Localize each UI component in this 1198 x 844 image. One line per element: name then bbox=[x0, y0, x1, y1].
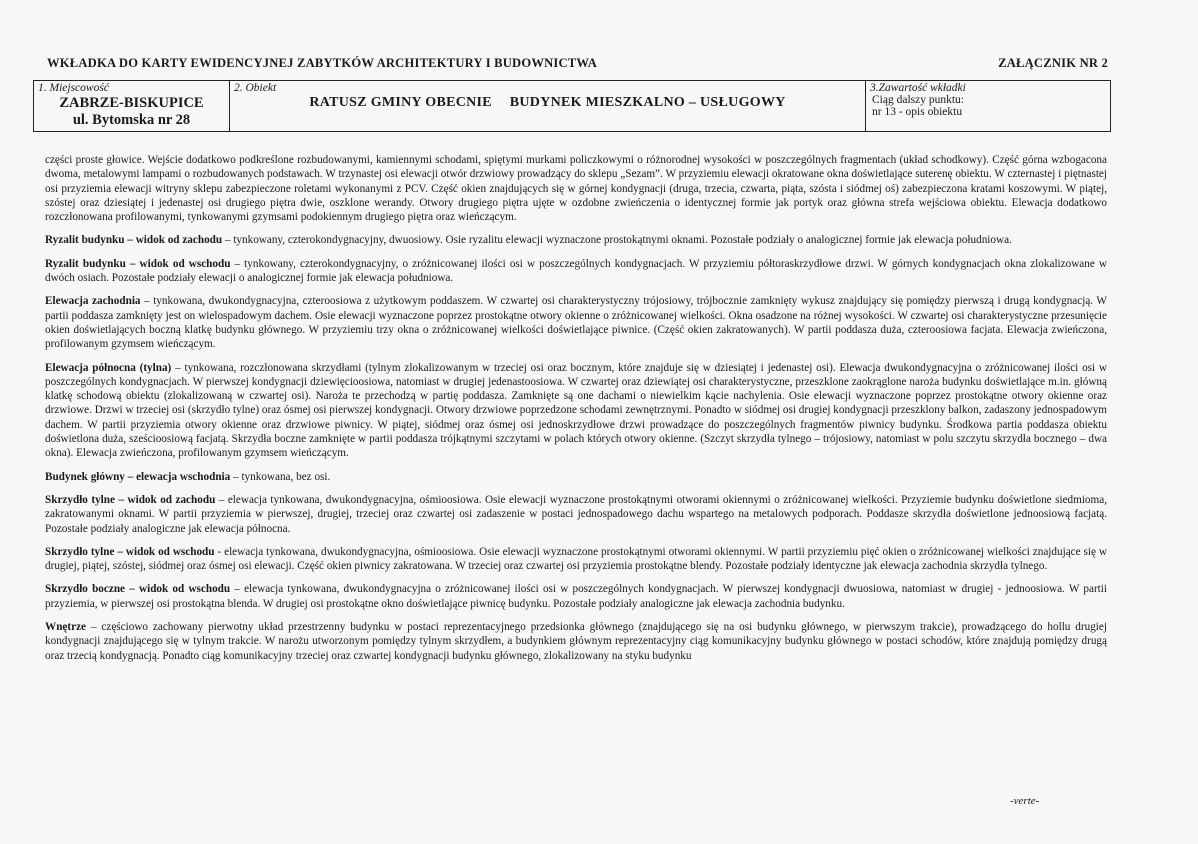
paragraph-risalit-west: Ryzalit budynku – widok od zachodu – tynkowany, czterokondygnacyjny, dwuosiowy. Osie ryzalitu elewacji wyznaczone prostokątnymi oknami. Pozostałe podziały o analogicznej formie jak elewacja południowa. bbox=[45, 234, 1012, 247]
description-body bbox=[45, 153, 1107, 672]
locality-cell bbox=[34, 81, 230, 132]
paragraph-main-east: Budynek główny – elewacja wschodnia – tynkowana, bez osi. bbox=[45, 470, 331, 483]
contents-cell bbox=[866, 81, 1111, 132]
locality-name: ZABRZE-BISKUPICE bbox=[59, 95, 204, 111]
paragraph-elevation-west: Elewacja zachodnia – tynkowana, dwukondygnacyjna, czteroosiowa z użytkowym poddaszem. W czwartej osi charakterystyczny trójosiowy, trójbocznie zamknięty wykusz znajdujący się pomiędzy pierwszą i drugą kondygnacją. W partii poddasza zamknięty jest on wielospadowym dachem. Osie elewacji wyznaczone poprzez prostokątne otwory okienne o zróżnicowanej wielkości. Okna osadzone na różnej wysokości. W czwartej osi charakterystyczne przesunięcie okien doświetlających boczną klatkę budynku głównego. W przyziemiu trzy okna o zróżnicowanej wielkości doświetlające piwnice. (Część okien zakratowanych). W partii poddasza duża, czteroosiowa facjata. Elewacja zwieńczona, profilowanym gzymsem wieńczącym. bbox=[45, 295, 1107, 351]
paragraph-rear-wing-west: Skrzydło tylne – widok od zachodu – elewacja tynkowana, dwukondygnacyjna, ośmioosiowa. Osie elewacji wyznaczone prostokątnymi otworami okiennymi o zróżnicowanej wielkości. Przyziemie budynku doświetlone siedmioma, zakratowanymi oknami. W partii przyziemia w pierwszej, drugiej, trzeciej oraz czwartej osi zadaszenie w postaci jednospadowego dachu wspartego na metalowych podporach. Poddasze skrzydła doświetlone jednoosiową facjatą. Pozostałe podziały analogiczne jak elewacja północna. bbox=[45, 493, 1107, 535]
attachment-number: ZAŁĄCZNIK NR 2 bbox=[998, 56, 1108, 70]
document-header bbox=[47, 56, 1108, 71]
object-name bbox=[234, 95, 861, 111]
paragraph-elevation-north: Elewacja północna (tylna) – tynkowana, rozczłonowana skrzydłami (tylnym zlokalizowanym w trzeciej osi oraz bocznym, które znajduje się w dziesiątej i jedenastej osi). Elewacja dwukondygnacyjna o zróżnicowanej ilości osi w poszczególnych kondygnacjach. W pierwszej kondygnacji dziewięcioosiowa, natomiast w drugiej jedenastoosiowa. W czwartej oraz dziewiątej osi charakterystyczne, przeszklone zaokrąglone naroża budynku doświetlające m.in. główną klatkę schodową obiektu (zlokalizowaną w czwartej osi). Naroża te przechodzą w partię poddasza. Zamknięte są one dachami o niewielkim kącie nachylenia. Osie elewacji wyznaczone poprzez prostokątne otwory okienne oraz drzwiowe. Drzwi w trzeciej osi (skrzydło tylne) oraz ósmej osi pierwszej kondygnacji. Otwory drzwiowe poprzedzone schodami zewnętrznymi. Ponadto w siódmej osi drugiej kondygnacji przeszklony balkon, zadaszony jednospadowym dachem. W partii przyziemia otwory okienne oraz drzwiowe piwnicy. W piątej, siódmej oraz ósmej osi jednoskrzydłowe drzwi prowadzące do poszczególnych fragmentów piwnicy budynku. Środkowa partia poddasza obiektu doświetlona duża, sześcioosiową facjatą. Skrzydła boczne zamknięte w partii poddasza trójkątnymi szczytami w polach których otwory okienne. (Szczyt skrzydła tylnego – trójosiowy, natomiast w polu szczytu skrzydła bocznego – dwa okna). Elewacja zwieńczona, profilowanym gzymsem wieńczącym. bbox=[45, 361, 1107, 460]
locality-label: 1. Miejscowość bbox=[38, 82, 109, 94]
contents-line-1: Ciąg dalszy punktu: bbox=[872, 94, 964, 106]
paragraph-risalit-east: Ryzalit budynku – widok od wschodu – tynkowany, czterokondygnacyjny, o zróżnicowanej ilości osi w poszczególnych kondygnacjach. W przyziemiu półtoraskrzydłowe drzwi. W górnych kondygnacjach okna zlokalizowane w dwóch osiach. Pozostałe podziały elewacji o analogicznej formie jak elewacja południowa. bbox=[45, 257, 1107, 285]
object-name-current: BUDYNEK MIESZKALNO – USŁUGOWY bbox=[509, 95, 786, 110]
locality-address: ul. Bytomska nr 28 bbox=[72, 112, 191, 128]
paragraph-interior: Wnętrze – częściowo zachowany pierwotny układ przestrzenny budynku w postaci reprezentacyjnego przedsionka głównego (znajdującego się na osi budynku głównego, w pierwszym trakcie), prowadzącego do hollu drugiej kondygnacji znajdującego się w tylnym trakcie. W narożu utworzonym pomiędzy tylnym skrzydłem, a budynkiem głównym reprezentacyjny ciąg komunikacyjny budynku głównego w postaci schodów, które znajdują pomiędzy drugą oraz trzecią kondygnacją. Ponadto ciąg komunikacyjny trzeciej oraz czwartej kondygnacji budynku głównego, zlokalizowany na styku budynku bbox=[45, 621, 1107, 662]
paragraph-side-wing-east: Skrzydło boczne – widok od wschodu – elewacja tynkowana, dwukondygnacyjna o zróżnicowanej ilości osi w poszczególnych kondygnacjach. W pierwszej kondygnacji dwuosiowa, natomiast w drugiej - jednoosiowa. W partii przyziemia, w pierwszej osi prostokątna blenda. W drugiej osi prostokątne okno doświetlające piwnicę budynku. Pozostałe podziały analogiczne jak elewacja zachodnia budynku. bbox=[45, 583, 1107, 610]
object-label: 2. Obiekt bbox=[234, 82, 277, 94]
object-cell bbox=[230, 81, 866, 132]
object-name-former: RATUSZ GMINY OBECNIE bbox=[309, 95, 492, 110]
identification-box bbox=[33, 80, 1111, 132]
document-title: WKŁADKA DO KARTY EWIDENCYJNEJ ZABYTKÓW ARCHITEKTURY I BUDOWNICTWA bbox=[47, 56, 598, 70]
contents-label: 3.Zawartość wkładki bbox=[870, 82, 966, 94]
paragraph-intro: części proste głowice. Wejście dodatkowo podkreślone rozbudowanymi, kamiennymi schodami, spiętymi murkami policzkowymi o różnorodnej wysokości w poszczególnych fragmentach (układ schodkowy). Część górna wzbogacona dwoma, metalowymi lampami o rozbudowanych podstawach. W trzynastej osi elewacji otwór drzwiowy prowadzący do sklepu „Sezam”. W przyziemiu elewacji okratowane okna doświetlające suterenę obiektu. W czternastej i piętnastej osi przyziemia elewacji witryny sklepu zabezpieczone roletami wykonanymi z PCV. Część okien znajdujących się w górnej kondygnacji (druga, trzecia, czwarta, piąta, szósta i siódmej oś) zabezpieczona kratami koszowymi. W piątej, szóstej oraz dziesiątej i jedenastej osi drugiego piętra dwie, oszklone werandy. Otwory drugiego piętra ujęte w ozdobne zwieńczenia o identycznej formie jak portyk oraz główna strefa wejściowa obiektu. Elewacja dodatkowo rozczłonowana profilowanymi, tynkowanymi gzymsami podokiennym drugiego piętra oraz wieńczącym. bbox=[45, 154, 1107, 224]
verte-note: -verte- bbox=[1010, 795, 1040, 807]
contents-line-2: nr 13 - opis obiektu bbox=[872, 106, 963, 118]
paragraph-rear-wing-east: Skrzydło tylne – widok od wschodu - elewacja tynkowana, dwukondygnacyjna, ośmioosiowa. Osie elewacji wyznaczone prostokątnymi otworami okiennymi. W partii przyziemiu pięć okien o zróżnicowanej wielkości znajdujące się w drugiej, piątej, szóstej, siódmej oraz ósmej osi elewacji. Część okien piwnicy zakratowana. W trzeciej oraz czwartej osi przyziemia prostokątne blendy. Pozostałe podziały identyczne jak elewacja zachodnia skrzydła tylnego. bbox=[45, 545, 1107, 573]
